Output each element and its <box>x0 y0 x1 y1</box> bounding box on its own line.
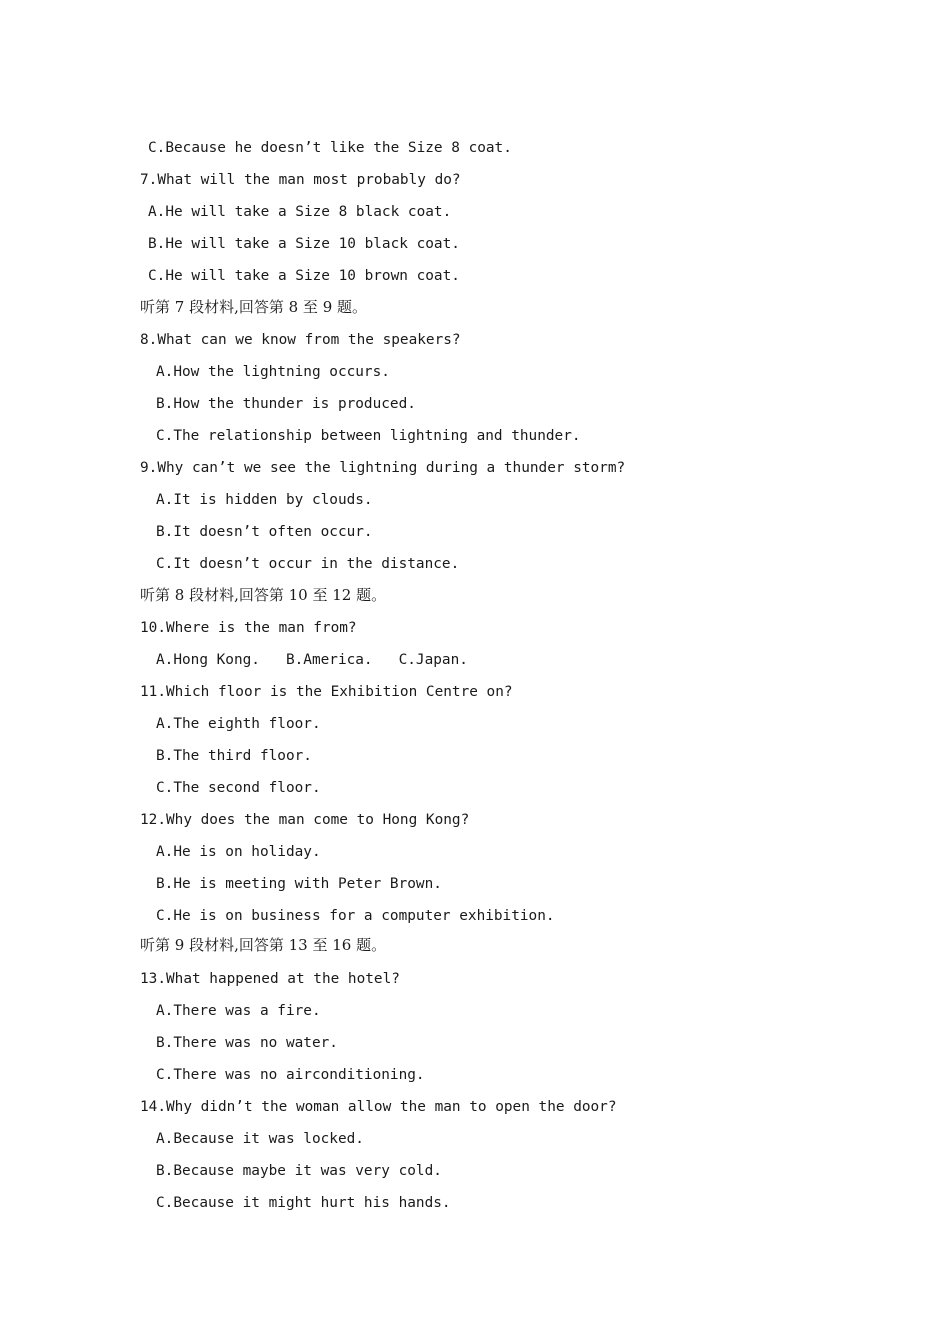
option-text: B.He will take a Size 10 black coat. <box>148 236 460 252</box>
option-text: A.Hong Kong. B.America. C.Japan. <box>156 652 468 668</box>
question-text: 9.Why can’t we see the lightning during a thunder storm? <box>140 460 626 476</box>
option-text: B.There was no water. <box>156 1035 338 1051</box>
option-text: C.The second floor. <box>156 780 321 796</box>
section-instruction: 听第 7 段材料,回答第 8 至 9 题。 <box>140 298 368 316</box>
option-text: A.He will take a Size 8 black coat. <box>148 204 452 220</box>
question-text: 11.Which floor is the Exhibition Centre on? <box>140 684 513 700</box>
section-instruction: 听第 8 段材料,回答第 10 至 12 题。 <box>140 586 387 604</box>
option-text: A.Because it was locked. <box>156 1131 364 1147</box>
question-text: 14.Why didn’t the woman allow the man to open the door? <box>140 1099 617 1115</box>
option-text: C.The relationship between lightning and thunder. <box>156 428 581 444</box>
question-text: 10.Where is the man from? <box>140 620 357 636</box>
option-text: C.He is on business for a computer exhibition. <box>156 908 555 924</box>
option-text: A.The eighth floor. <box>156 716 321 732</box>
option-text: A.It is hidden by clouds. <box>156 492 373 508</box>
option-text: B.He is meeting with Peter Brown. <box>156 876 442 892</box>
option-text: A.He is on holiday. <box>156 844 321 860</box>
option-text: B.Because maybe it was very cold. <box>156 1163 442 1179</box>
option-text: B.The third floor. <box>156 748 312 764</box>
section-instruction: 听第 9 段材料,回答第 13 至 16 题。 <box>140 936 387 954</box>
question-text: 13.What happened at the hotel? <box>140 971 400 987</box>
question-text: 8.What can we know from the speakers? <box>140 332 461 348</box>
option-text: A.There was a fire. <box>156 1003 321 1019</box>
option-text: C.He will take a Size 10 brown coat. <box>148 268 460 284</box>
option-text: C.Because he doesn’t like the Size 8 coat. <box>148 140 512 156</box>
option-text: C.Because it might hurt his hands. <box>156 1195 451 1211</box>
question-text: 12.Why does the man come to Hong Kong? <box>140 812 470 828</box>
option-text: C.It doesn’t occur in the distance. <box>156 556 460 572</box>
question-text: 7.What will the man most probably do? <box>140 172 461 188</box>
option-text: B.It doesn’t often occur. <box>156 524 373 540</box>
option-text: A.How the lightning occurs. <box>156 364 390 380</box>
option-text: B.How the thunder is produced. <box>156 396 416 412</box>
option-text: C.There was no airconditioning. <box>156 1067 425 1083</box>
